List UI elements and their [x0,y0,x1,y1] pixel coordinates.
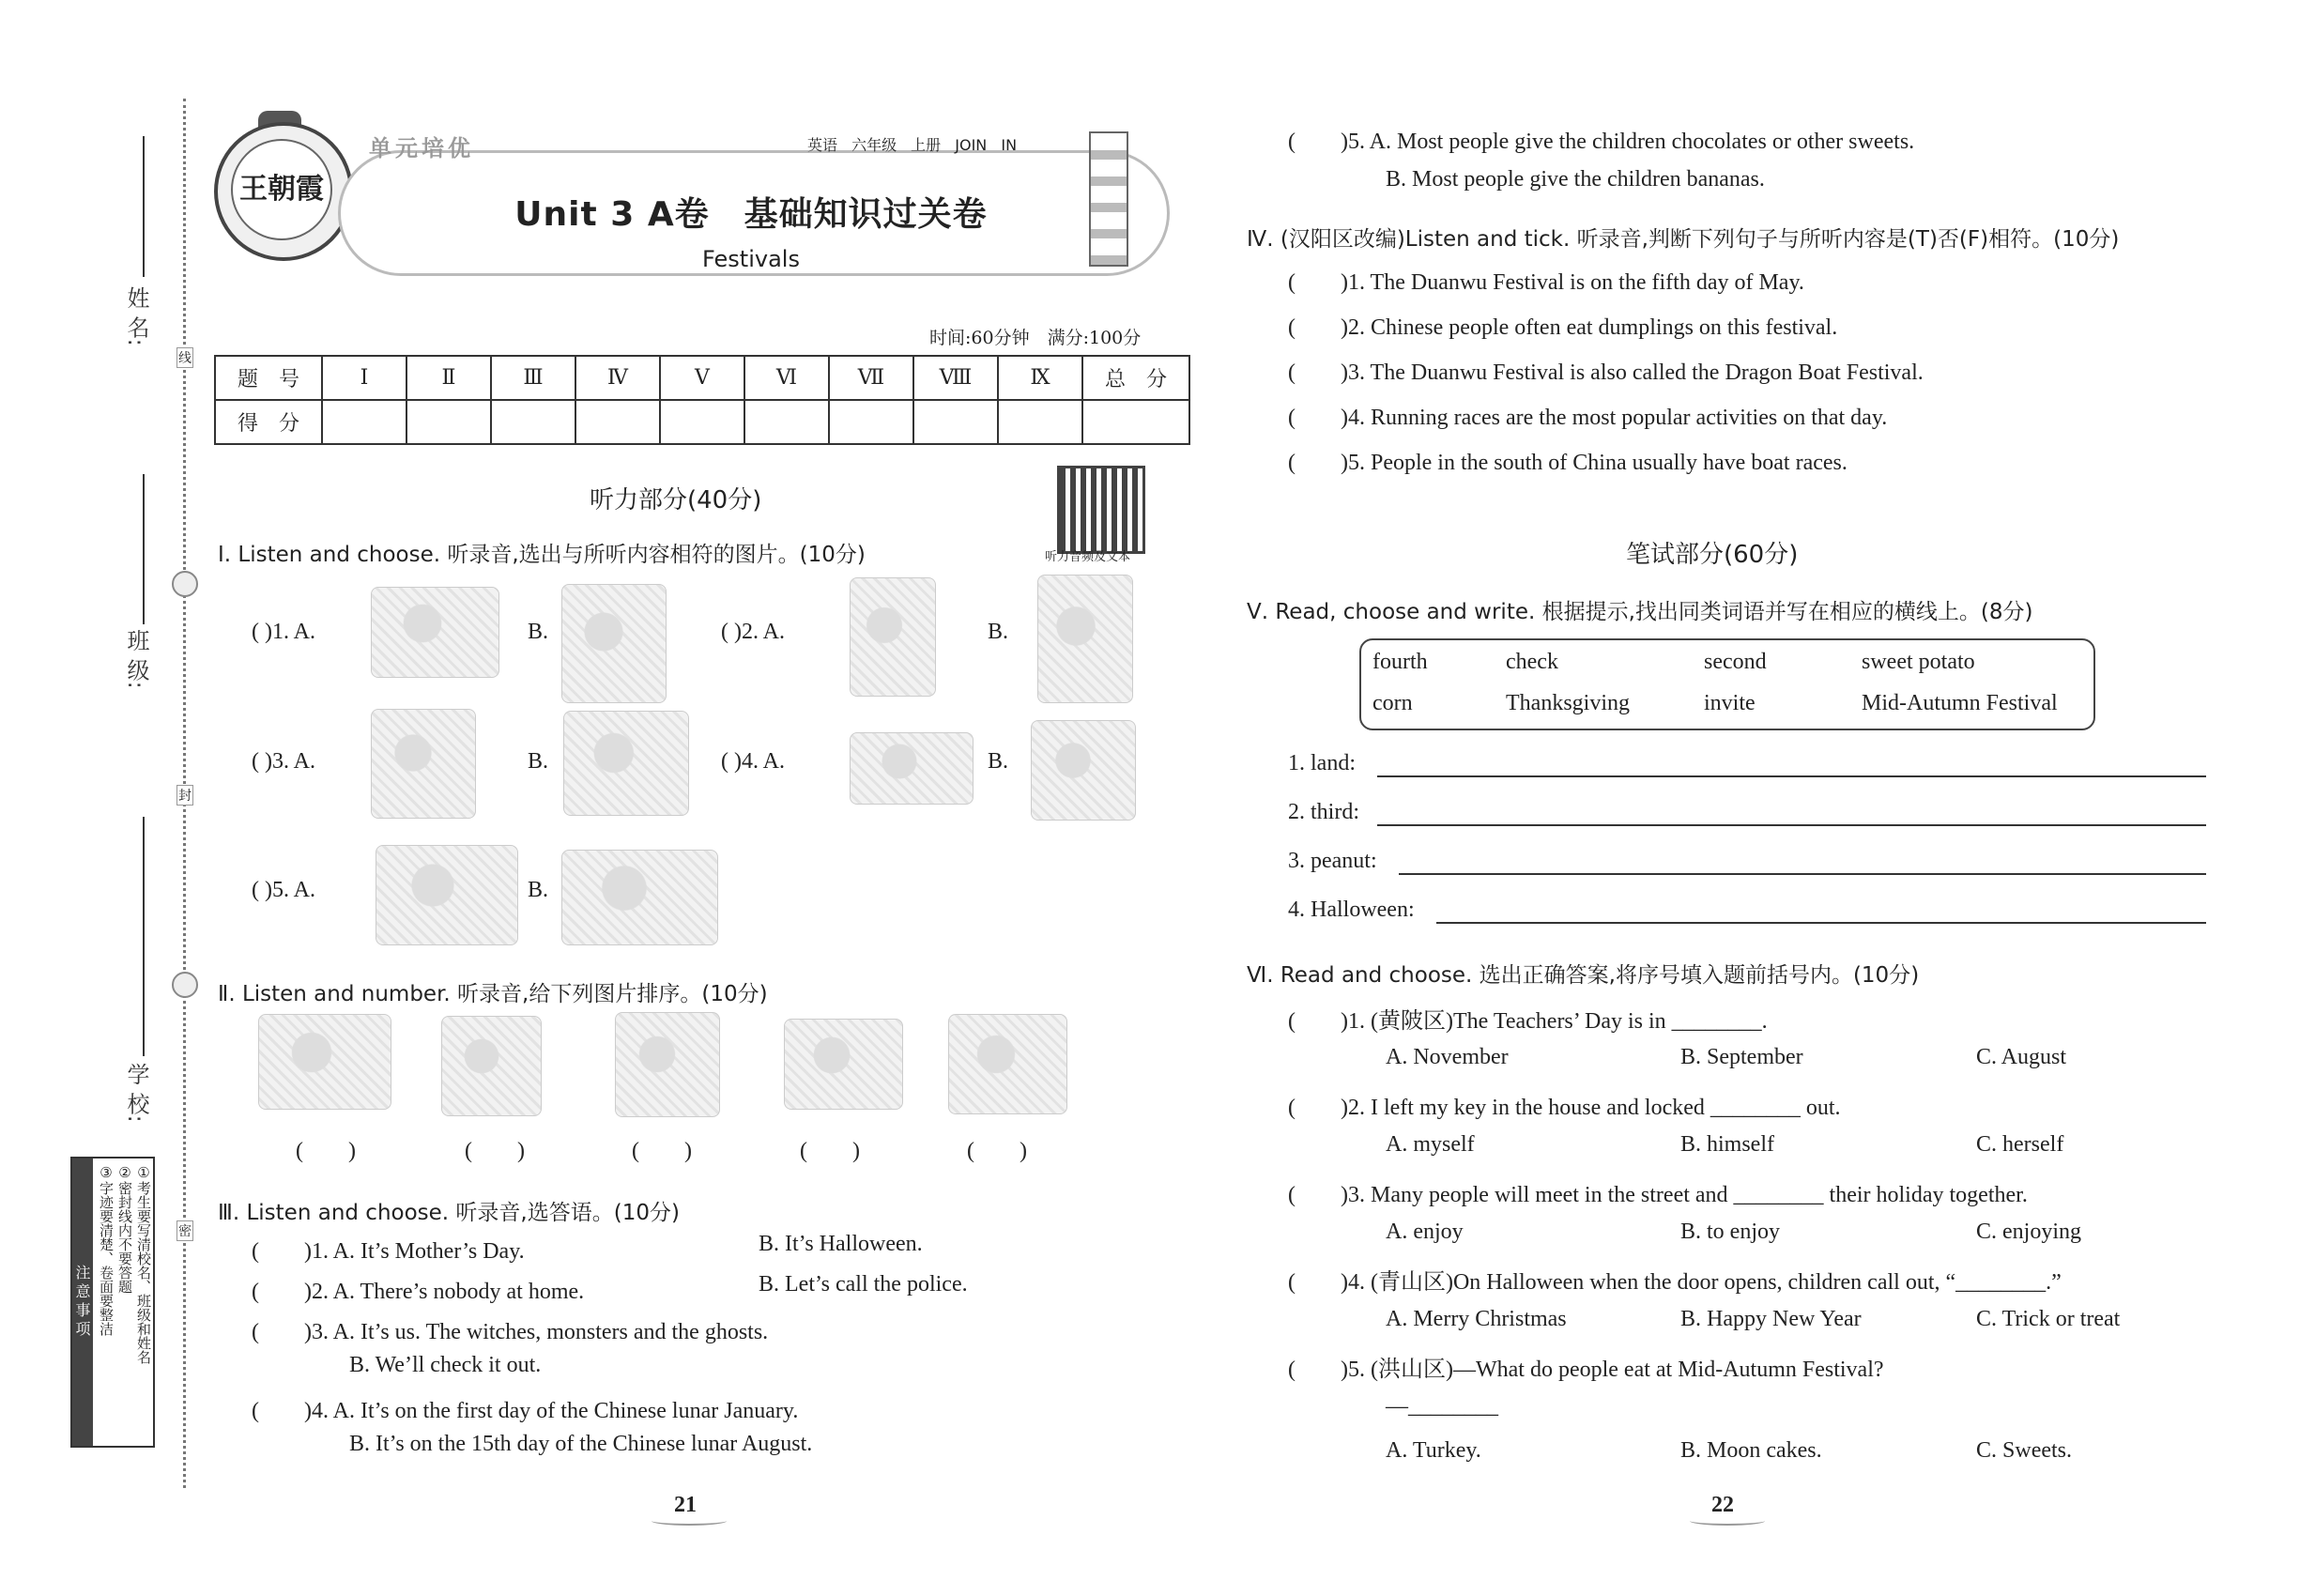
school-label: 学 校: [123,1063,149,1123]
score-table [214,355,1190,445]
score-row-points [215,400,1189,444]
s6-q5: ( )5. (洪山区)—What do people eat at Mid-Autumn Festival? [1288,1358,1884,1382]
s3-q5-b: B. Most people give the children bananas. [1386,167,1765,192]
s6-q5-answer[interactable]: —________ [1386,1394,1498,1419]
s2-blank-1[interactable]: ( ) [296,1139,356,1163]
score-col: Ⅸ [998,356,1082,400]
s4-item-5: ( )5. People in the south of China usually have boat races. [1288,451,1848,475]
score-row-number [215,356,1189,400]
s6-q3-opt-a[interactable]: A. enjoy [1386,1220,1464,1244]
s1-q3-b: B. [528,749,549,774]
s3-q2-a: ( )2. A. There’s nobody at home. [252,1280,585,1304]
mooncake-picture[interactable] [850,732,974,805]
series-label: 单元培优 [369,135,474,161]
s3-q3-a: ( )3. A. It’s us. The witches, monsters and the ghosts. [252,1320,769,1344]
s6-q4-opt-b[interactable]: B. Happy New Year [1680,1307,1862,1331]
scissor-icon [172,972,198,998]
princess-picture[interactable] [1037,575,1133,703]
class-line[interactable] [143,474,145,624]
score-cell[interactable] [829,400,913,444]
s5-answer-line-1[interactable] [1377,775,2206,777]
calendar-picture [784,1019,903,1110]
s6-q2-opt-c[interactable]: C. herself [1976,1132,2064,1157]
score-cell[interactable] [406,400,491,444]
score-cell[interactable] [491,400,575,444]
word-bank-item: Thanksgiving [1506,691,1630,715]
s4-item-1: ( )1. The Duanwu Festival is on the fifth day of May. [1288,270,1804,295]
score-col: Ⅳ [575,356,660,400]
witch-picture[interactable] [850,577,936,697]
people-picture [441,1016,542,1116]
page-number-left: 21 [674,1493,697,1517]
school-line[interactable] [143,817,145,1056]
book-meta: 英语 六年级 上册 JOIN IN [807,136,1018,154]
s6-q3-opt-b[interactable]: B. to enjoy [1680,1220,1780,1244]
s2-blank-3[interactable]: ( ) [632,1139,692,1163]
word-bank-item: check [1506,650,1558,674]
s5-answer-line-2[interactable] [1377,824,2206,826]
s1-q5-a: ( )5. A. [252,878,315,902]
turkey-picture[interactable] [371,587,499,678]
score-cell[interactable] [660,400,744,444]
s2-blank-5[interactable]: ( ) [967,1139,1027,1163]
dinner-picture[interactable] [376,845,518,945]
s4-item-3: ( )3. The Duanwu Festival is also called the Dragon Boat Festival. [1288,361,1924,385]
s6-q2-opt-a[interactable]: A. myself [1386,1132,1475,1157]
festival-picture[interactable] [561,584,667,703]
name-label: 姓 名: [123,286,149,346]
section-1-head: Ⅰ. Listen and choose. 听录音,选出与所听内容相符的图片。(10分) [218,543,866,567]
s6-q1-opt-c[interactable]: C. August [1976,1045,2067,1069]
kids-picture [948,1014,1067,1114]
s5-prompt-2: 2. third: [1288,800,1359,824]
page-number-right: 22 [1711,1493,1734,1517]
score-cell[interactable] [322,400,406,444]
score-col-total: 总 分 [1082,356,1189,400]
scissor-icon [172,571,198,597]
word-bank-item: Mid-Autumn Festival [1862,691,2058,715]
notice-items [97,1164,153,1364]
score-col: Ⅴ [660,356,744,400]
notice-tag: 注意事项 [72,1159,93,1446]
score-col: Ⅲ [491,356,575,400]
s1-q2-b: B. [988,620,1009,644]
notice-item: ③字迹要清楚、卷面要整洁 [98,1164,115,1336]
page-title: Unit 3 A卷 基础知识过关卷 [514,195,988,234]
s1-q4-a: ( )4. A. [721,749,785,774]
qr-code-icon[interactable] [1057,466,1145,554]
s6-q5-opt-c[interactable]: C. Sweets. [1976,1438,2072,1463]
score-col: Ⅶ [829,356,913,400]
s3-q5-a: ( )5. A. Most people give the children chocolates or other sweets. [1288,130,1915,154]
score-col: Ⅱ [406,356,491,400]
s4-item-2: ( )2. Chinese people often eat dumplings on this festival. [1288,315,1838,340]
page-subtitle: Festivals [702,246,800,272]
score-cell[interactable] [575,400,660,444]
s2-blank-2[interactable]: ( ) [465,1139,525,1163]
name-line[interactable] [143,136,145,277]
score-cell[interactable] [998,400,1082,444]
s5-answer-line-3[interactable] [1399,873,2206,875]
s6-q5-opt-a[interactable]: A. Turkey. [1386,1438,1481,1463]
s2-blank-4[interactable]: ( ) [800,1139,860,1163]
score-cell[interactable] [913,400,998,444]
notice-item: ②密封线内不要答题 [116,1164,133,1294]
party-picture[interactable] [563,711,689,816]
score-cell[interactable] [744,400,829,444]
word-bank-item: invite [1704,691,1756,715]
s6-q1-opt-b[interactable]: B. September [1680,1045,1803,1069]
s1-q1-a: ( )1. A. [252,620,315,644]
s5-prompt-4: 4. Halloween: [1288,898,1415,922]
s3-q1-b: B. It’s Halloween. [759,1232,923,1256]
time-score: 时间:60分钟 满分:100分 [929,328,1142,348]
s6-q4-opt-a[interactable]: A. Merry Christmas [1386,1307,1567,1331]
score-row-label: 得 分 [215,400,322,444]
s6-q2-opt-b[interactable]: B. himself [1680,1132,1774,1157]
s6-q2: ( )2. I left my key in the house and locked ________ out. [1288,1096,1841,1120]
s6-q4: ( )4. (青山区)On Halloween when the door opens, children call out, “________.” [1288,1270,2062,1295]
section-6-head: Ⅵ. Read and choose. 选出正确答案,将序号填入题前括号内。(10分) [1247,963,1920,988]
s6-q5-opt-b[interactable]: B. Moon cakes. [1680,1438,1822,1463]
family-picture [258,1014,391,1110]
score-col: Ⅷ [913,356,998,400]
s6-q3-opt-c[interactable]: C. enjoying [1976,1220,2081,1244]
s5-prompt-1: 1. land: [1288,751,1356,775]
s1-q2-a: ( )2. A. [721,620,785,644]
word-bank-item: fourth [1372,650,1428,674]
word-bank-item: sweet potato [1862,650,1975,674]
logo-text: 王朝霞 [231,139,332,240]
s1-q5-b: B. [528,878,549,902]
s3-q1-a: ( )1. A. It’s Mother’s Day. [252,1239,525,1264]
score-col: Ⅰ [322,356,406,400]
listening-title: 听力部分(40分) [590,486,762,514]
cut-mark-3: 密 [176,1220,193,1241]
s1-q1-b: B. [528,620,549,644]
wave-decoration [1690,1516,1765,1526]
wave-decoration [652,1516,727,1526]
s3-q4-b: B. It’s on the 15th day of the Chinese lunar August. [349,1432,813,1456]
score-col: Ⅵ [744,356,829,400]
logo [214,122,353,261]
cut-mark-2: 封 [176,785,193,806]
cut-mark-1: 线 [176,347,193,368]
qr-caption: 听力音频及文本 [1045,550,1131,564]
s6-q4-opt-c[interactable]: C. Trick or treat [1976,1307,2121,1331]
section-4-head: Ⅳ. (汉阳区改编)Listen and tick. 听录音,判断下列句子与所听内容是(T)否(F)相符。(10分) [1247,227,2120,252]
notice-item: ①考生要写清校名、班级和姓名 [135,1164,152,1364]
notice-box [70,1157,155,1448]
s3-q2-b: B. Let’s call the police. [759,1272,968,1297]
s5-answer-line-4[interactable] [1436,922,2206,924]
s3-q3-b: B. We’ll check it out. [349,1353,542,1377]
s1-q4-b: B. [988,749,1009,774]
s5-prompt-3: 3. peanut: [1288,849,1377,873]
word-bank-item: corn [1372,691,1413,715]
word-bank-item: second [1704,650,1767,674]
writing-title: 笔试部分(60分) [1626,541,1799,569]
section-2-head: Ⅱ. Listen and number. 听录音,给下列图片排序。(10分) [218,982,768,1006]
s3-q4-a: ( )4. A. It’s on the first day of the Chinese lunar January. [252,1399,799,1423]
santa-picture[interactable] [561,850,718,945]
house-picture[interactable] [1031,720,1136,821]
section-3-head: Ⅲ. Listen and choose. 听录音,选答语。(10分) [218,1201,680,1225]
church-picture [615,1012,720,1117]
costume-picture[interactable] [371,709,476,819]
score-row-label: 题 号 [215,356,322,400]
section-5-head: Ⅴ. Read, choose and write. 根据提示,找出同类词语并写在相应的横线上。(8分) [1247,600,2033,624]
s6-q1-opt-a[interactable]: A. November [1386,1045,1509,1069]
score-cell[interactable] [1082,400,1189,444]
s6-q3: ( )3. Many people will meet in the street and ________ their holiday together. [1288,1183,2028,1207]
class-label: 班 级: [123,629,149,689]
s6-q1: ( )1. (黄陂区)The Teachers’ Day is in ________. [1288,1009,1768,1034]
s4-item-4: ( )4. Running races are the most popular activities on that day. [1288,406,1888,430]
s1-q3-a: ( )3. A. [252,749,315,774]
